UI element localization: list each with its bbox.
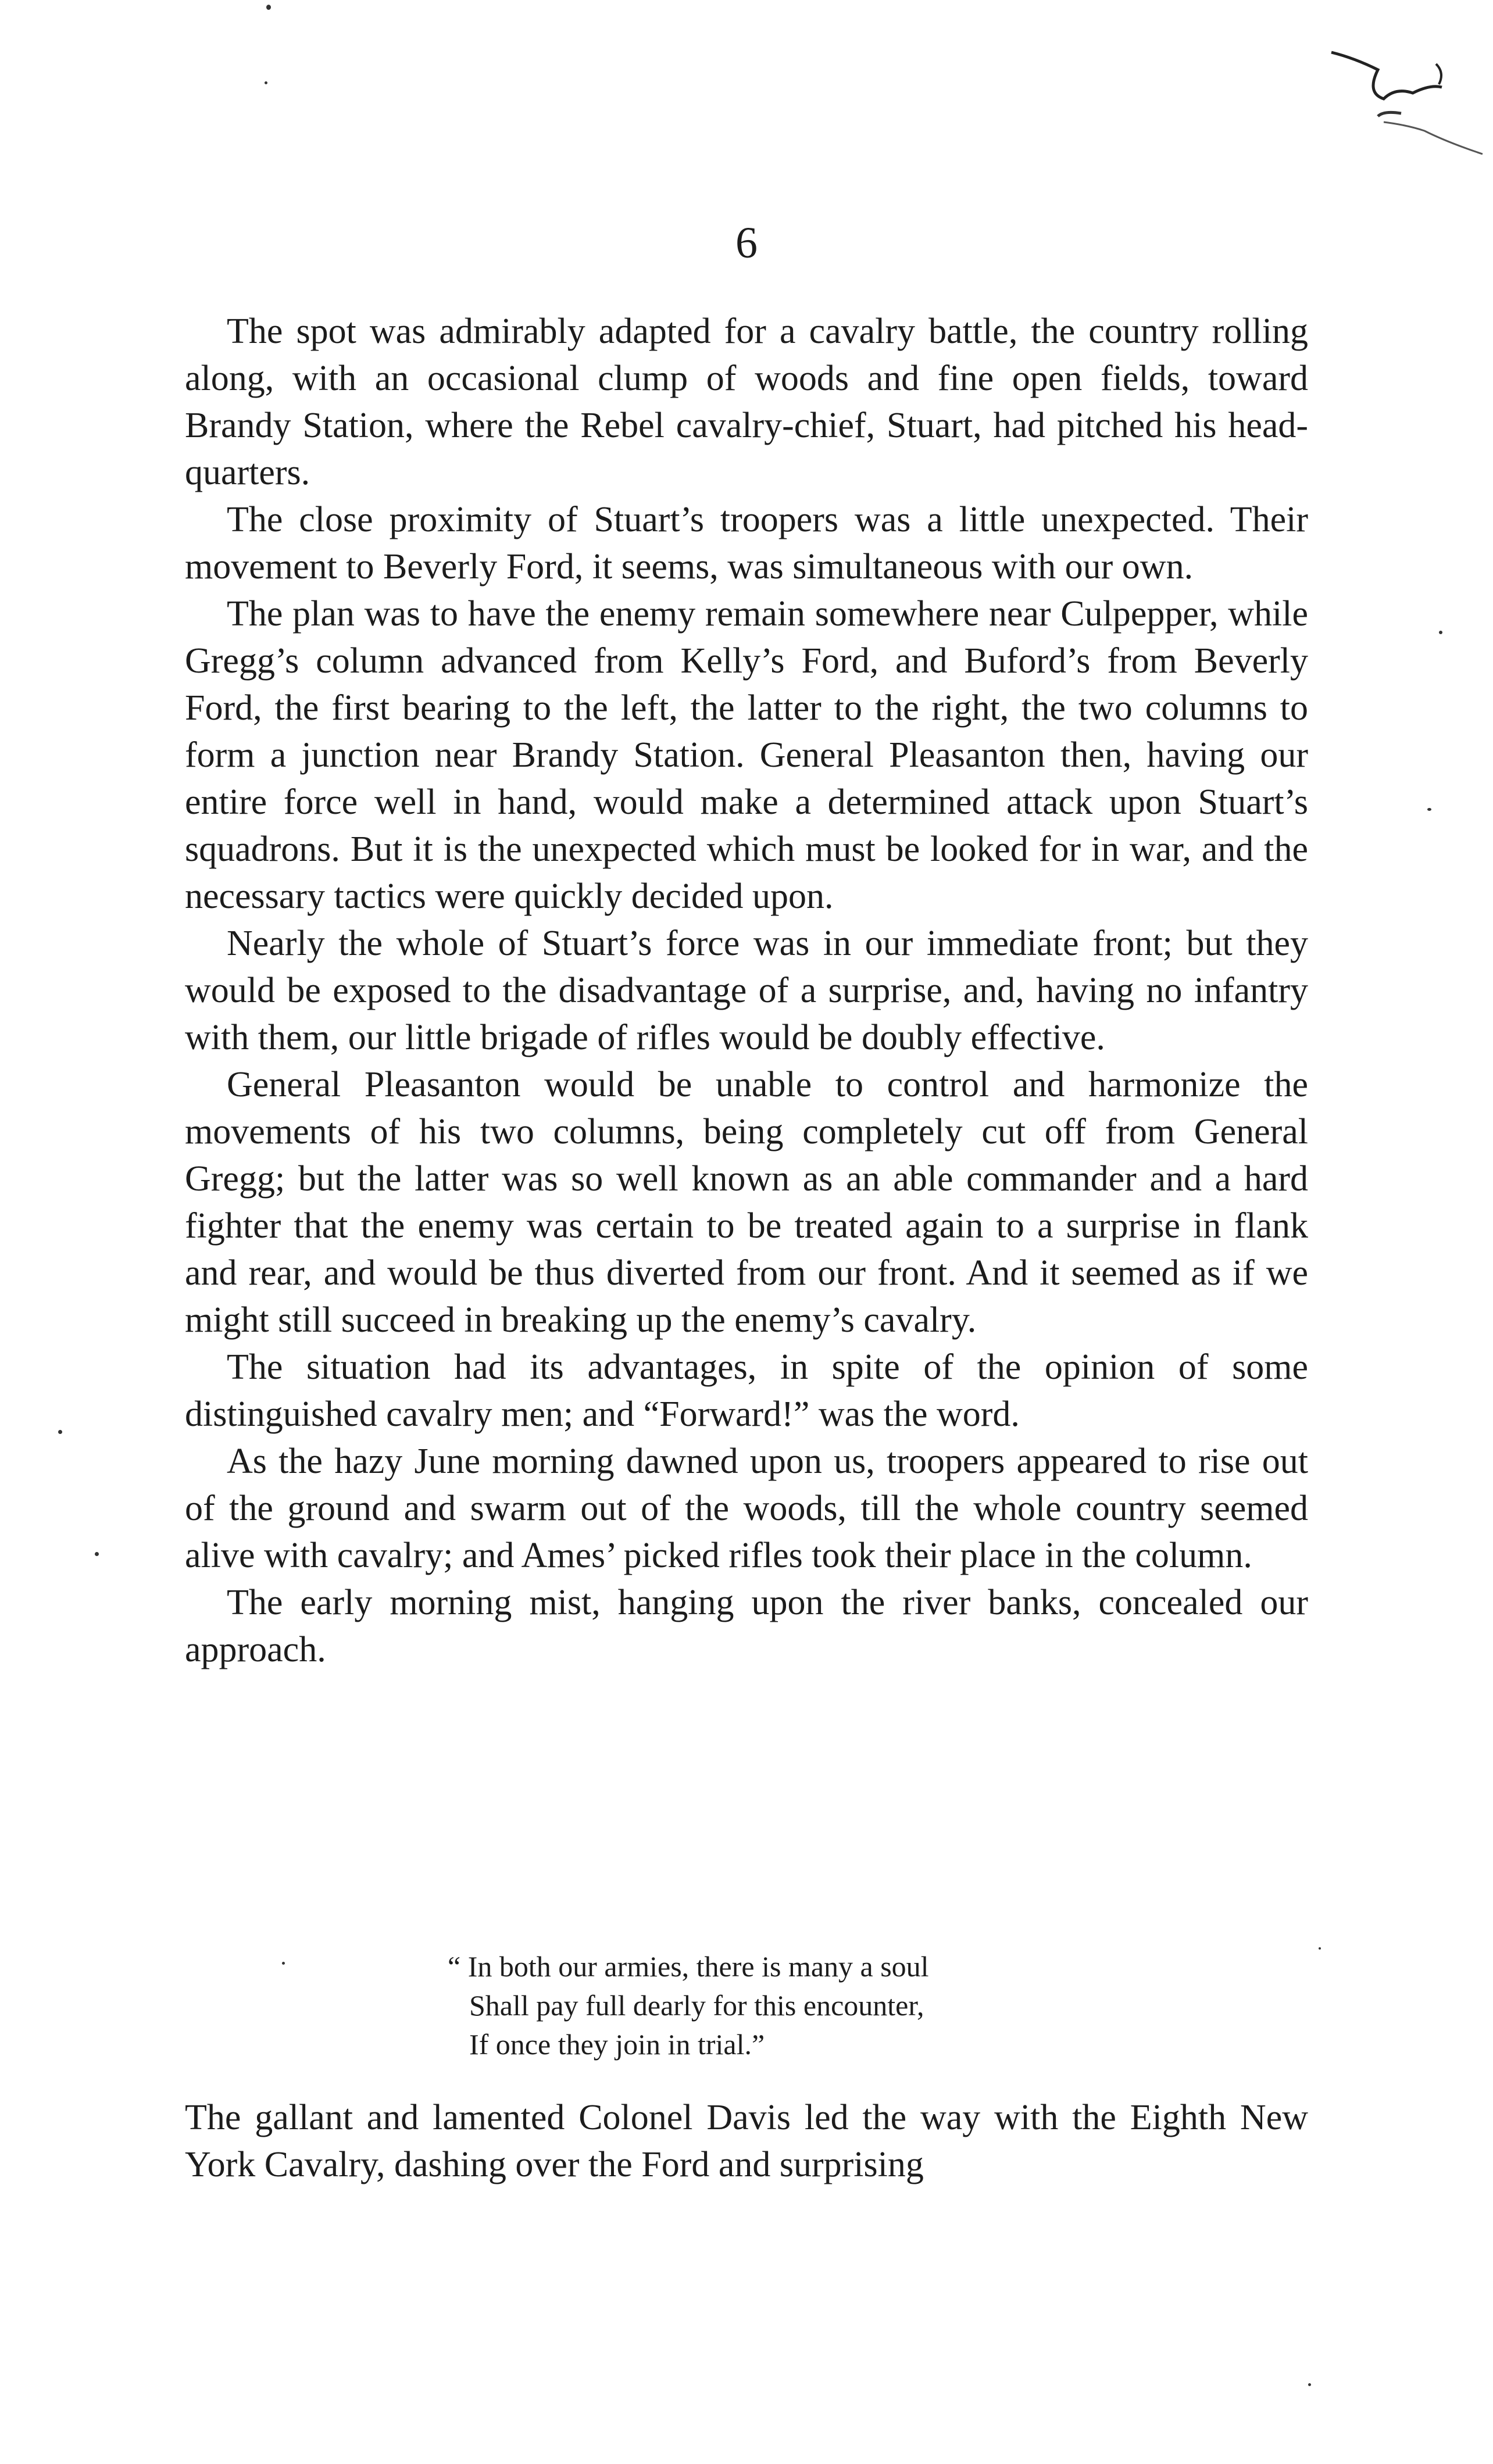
verse-quote — [448, 1947, 1262, 2064]
quote-line: Shall pay full dearly for this encounter, — [469, 1989, 924, 2022]
closing-paragraph: The gallant and lamented Colonel Davis led the way with the Eighth New York Cavalry, dashing over the Ford and surprising — [185, 2098, 1308, 2184]
paragraph: Nearly the whole of Stuart’s force was in our immediate front; but they would be exposed to the disadvantage of a surprise, and, having no infantry with them, our little brigade of rifles would be doubly effective. — [185, 924, 1308, 1057]
quote-line: “ In both our armies, there is many a soul — [448, 1950, 929, 1983]
paragraph: The plan was to have the enemy remain somewhere near Culpepper, while Gregg’s column advanced from Kelly’s Ford, and Buford’s from Beverly Ford, the first bearing to the left, the latter to the right, the two columns to form a junction near Brandy Station. General Pleasanton then, having our entire force well in hand, would make a determined attack upon Stuart’s squadrons. But it is the unexpected which must be looked for in war, and the necessary tactics were quickly decided upon. — [185, 594, 1308, 916]
paper-speck — [1427, 808, 1431, 811]
paragraph: The early morning mist, hanging upon the river banks, concealed our approach. — [185, 1583, 1308, 1669]
paper-speck — [282, 1962, 285, 1965]
paragraph: As the hazy June morning dawned upon us, troopers appeared to rise out of the ground and swarm out of the woods, till the whole country seemed alive with cavalry; and Ames’ picked rifles took their place in the column. — [185, 1442, 1308, 1575]
paper-speck — [266, 5, 271, 10]
paper-speck — [95, 1552, 99, 1556]
paper-speck — [1308, 2383, 1311, 2386]
page-number: 6 — [735, 219, 758, 267]
paragraph: General Pleasanton would be unable to control and harmonize the movements of his two columns, being completely cut off from General Gregg; but the latter was so well known as an able commander and a hard fighter that the enemy was certain to be treated again to a surprise in flank and rear, and would be thus diverted from our front. And it seemed as if we might still succeed in breaking up the enemy’s cavalry. — [185, 1065, 1308, 1340]
paper-speck — [1439, 631, 1442, 634]
paragraph: The situation had its advantages, in spite of the opinion of some distinguished cavalry men; and “Forward!” was the word. — [185, 1347, 1308, 1434]
quote-line: If once they join in trial.” — [469, 2028, 765, 2061]
paragraph: The close proximity of Stuart’s troopers was a little unexpected. Their movement to Beverly Ford, it seems, was simultaneous with our own. — [185, 500, 1308, 587]
paper-speck — [265, 81, 267, 84]
paragraph: The spot was admirably adapted for a cavalry battle, the country rolling along, with an occasional clump of woods and fine open fields, toward Brandy Station, where the Rebel cavalry-chief, Stuart, had pitched his head-quarters. — [185, 312, 1308, 492]
corner-ink-mark — [1320, 29, 1488, 163]
paper-speck — [58, 1430, 62, 1434]
paper-speck — [1319, 1947, 1321, 1950]
body-text — [185, 308, 1308, 1673]
